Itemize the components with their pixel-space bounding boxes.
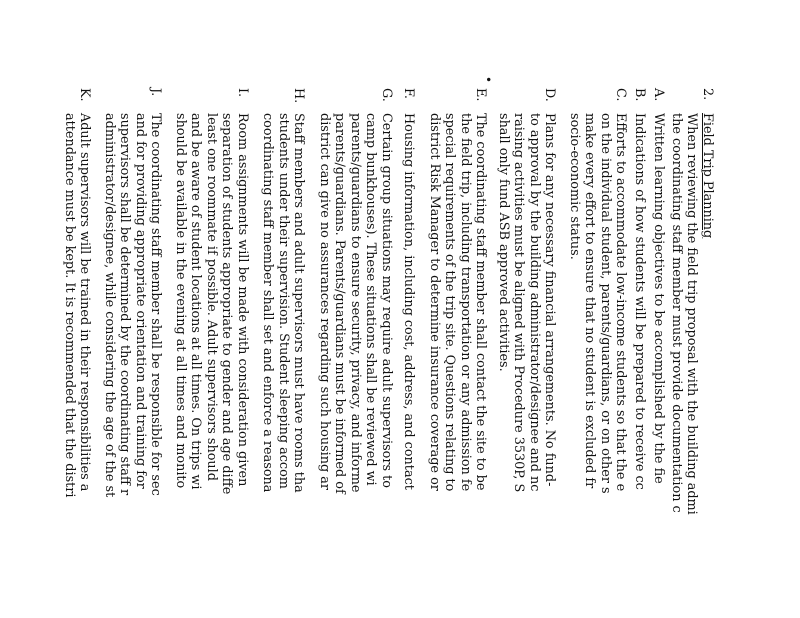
item-line: the field trip, including transportation or any admission fe — [458, 113, 473, 492]
list-item-j — [102, 88, 164, 618]
item-line: district can give no assurances regarding such housing ar — [317, 113, 332, 491]
item-letter: C. — [613, 88, 629, 102]
item-line: Certain group situations may require adult supervisors to — [379, 113, 394, 488]
item-line: separation of students appropriate to gender and age diffe — [219, 113, 235, 495]
margin-bullet-mark: • — [481, 76, 495, 84]
list-item-a — [651, 88, 667, 618]
item-line: and for providing appropriate orientation and training for — [133, 113, 148, 489]
section-number: 2. — [700, 88, 715, 101]
item-line: supervisors shall be determined by the coordinating staff r — [117, 113, 133, 496]
item-line: attendance must be kept. It is recommended that the distri — [62, 113, 77, 498]
item-line: students under their supervision. Student sleeping accom — [276, 113, 291, 489]
item-line: parents/guardians. Parents/guardians must be informed of — [332, 113, 348, 494]
item-line: should be available in the evening at all times and monito — [173, 113, 188, 489]
item-line: administrator/designee, while considering the age of the st — [102, 113, 117, 498]
item-line: The coordinating staff member shall be responsible for sec — [148, 113, 164, 496]
item-line: Housing information, including cost, address, and contact — [401, 113, 417, 490]
item-letter: J. — [148, 88, 164, 97]
item-line: to approval by the building administrator/designee and nc — [527, 113, 542, 492]
section-title: Field Trip Planning — [700, 113, 715, 239]
item-line: The coordinating staff member shall contact the site to be — [473, 113, 489, 491]
item-line: coordinating staff member shall set and enforce a reasona — [260, 113, 276, 493]
list-item-i — [173, 88, 251, 618]
item-line: Adult supervisors will be trained in their responsibilities a — [77, 113, 93, 492]
list-item-c — [567, 88, 629, 618]
list-item-k — [62, 88, 93, 618]
section-field-trip-planning — [669, 88, 716, 618]
item-line: Room assignments will be made with consideration given — [235, 113, 250, 487]
item-letter: D. — [542, 88, 558, 102]
item-line: parents/guardians to ensure security, privacy, and informe — [348, 113, 363, 493]
item-line: Written learning objectives to be accomplished by the fie — [651, 113, 667, 484]
item-line: district Risk Manager to determine insurance coverage or — [427, 113, 442, 491]
item-letter: E. — [473, 88, 489, 102]
item-line: raising activities must be aligned with Procedure 3530P, S — [511, 113, 527, 493]
item-line: Indications of how students will be prepared to receive cc — [632, 113, 647, 490]
list-item-b — [632, 88, 648, 618]
item-letter: G. — [379, 88, 394, 102]
item-letter: K. — [77, 88, 93, 102]
item-line: least one roommate if possible. Adult supervisors should — [204, 113, 219, 481]
item-letter: H. — [291, 88, 307, 104]
item-line: shall only fund ASB approved activities. — [496, 113, 511, 372]
item-line: Staff members and adult supervisors must have rooms tha — [291, 113, 307, 493]
section-intro — [669, 113, 700, 618]
item-letter: B. — [632, 88, 647, 102]
list-item-e — [427, 88, 489, 618]
item-letter: A. — [651, 88, 667, 102]
item-line: and be aware of student locations at all times. On trips wi — [188, 113, 204, 490]
item-line: special requirements of the trip site. Questions relating to — [442, 113, 458, 492]
list-item-h — [260, 88, 307, 618]
item-line: make every effort to ensure that no student is excluded fr — [582, 113, 598, 489]
item-letter: I. — [235, 88, 250, 98]
item-line: Efforts to accommodate low-income students so that the e — [613, 113, 629, 492]
intro-line: the coordinating staff member must provide documentation c — [669, 113, 684, 513]
list-item-d — [496, 88, 558, 618]
item-letter: F. — [401, 88, 417, 99]
item-line: camp bunkhouses). These situations shall be reviewed wi — [363, 113, 379, 486]
document-content — [62, 88, 716, 618]
item-line: Plans for any necessary financial arrangements. No fund- — [542, 113, 558, 487]
list-item-g — [317, 88, 395, 618]
item-line: socio-economic status. — [567, 113, 582, 260]
list-item-f — [401, 88, 417, 618]
intro-line: When reviewing the field trip proposal with the building admi — [684, 113, 700, 515]
item-line: on the individual student, parents/guardians, or on other s — [598, 113, 613, 494]
